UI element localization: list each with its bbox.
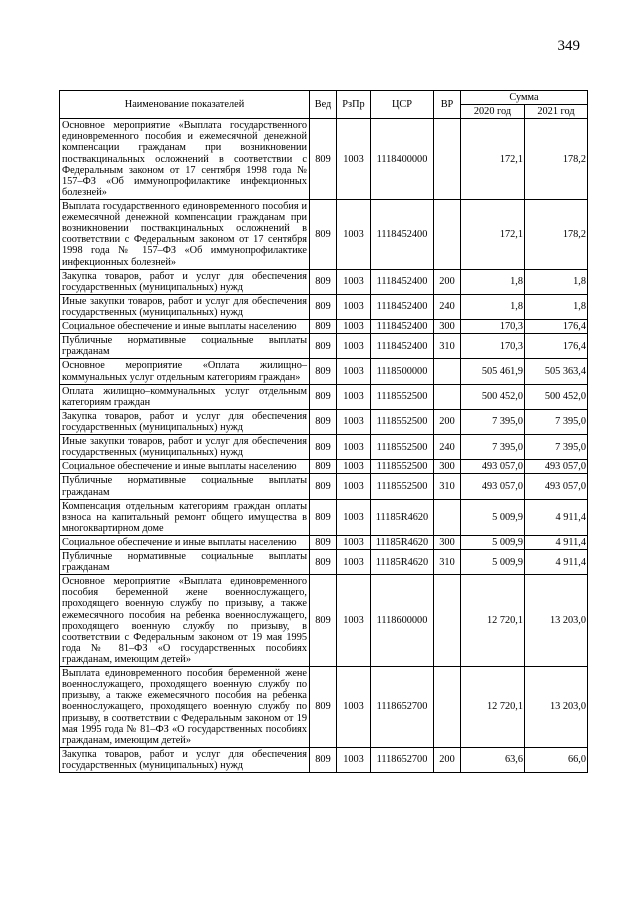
row-rzpr: 1003 xyxy=(337,334,371,359)
row-ved: 809 xyxy=(310,667,337,748)
row-sum-2020: 63,6 xyxy=(461,747,525,772)
row-rzpr: 1003 xyxy=(337,499,371,535)
row-sum-2020: 12 720,1 xyxy=(461,667,525,748)
row-csr: 1118500000 xyxy=(371,359,434,384)
row-sum-2021: 7 395,0 xyxy=(525,409,588,434)
row-name: Иные закупки товаров, работ и услуг для обеспечения государственных (муниципальных) нужд xyxy=(60,435,310,460)
page-number: 349 xyxy=(557,38,580,54)
row-rzpr: 1003 xyxy=(337,575,371,667)
table-row xyxy=(60,320,588,334)
row-vr: 240 xyxy=(434,435,461,460)
row-name: Закупка товаров, работ и услуг для обеспечения государственных (муниципальных) нужд xyxy=(60,747,310,772)
header-csr: ЦСР xyxy=(371,91,434,119)
row-vr: 200 xyxy=(434,409,461,434)
row-rzpr: 1003 xyxy=(337,294,371,319)
row-name: Оплата жилищно–коммунальных услуг отдельным категориям граждан xyxy=(60,384,310,409)
row-ved: 809 xyxy=(310,199,337,269)
row-csr: 1118552500 xyxy=(371,409,434,434)
row-ved: 809 xyxy=(310,575,337,667)
row-name: Публичные нормативные социальные выплаты гражданам xyxy=(60,474,310,499)
row-csr: 11185R4620 xyxy=(371,550,434,575)
row-csr: 1118552500 xyxy=(371,474,434,499)
row-vr xyxy=(434,575,461,667)
row-sum-2021: 66,0 xyxy=(525,747,588,772)
table-row xyxy=(60,747,588,772)
row-sum-2021: 505 363,4 xyxy=(525,359,588,384)
row-ved: 809 xyxy=(310,269,337,294)
row-sum-2020: 500 452,0 xyxy=(461,384,525,409)
table-row xyxy=(60,384,588,409)
table-row xyxy=(60,474,588,499)
row-ved: 809 xyxy=(310,334,337,359)
table-row xyxy=(60,119,588,200)
row-vr xyxy=(434,499,461,535)
table-row xyxy=(60,435,588,460)
row-csr: 1118552500 xyxy=(371,460,434,474)
table-row xyxy=(60,535,588,549)
row-vr xyxy=(434,199,461,269)
row-name: Основное мероприятие «Выплата единовременного пособия беременной жене военнослужащего, проходящего военную службу по призыву, а также ежемесячного пособия на ребенка военнослужащего, проходящего военную службу по призыву, в соответствии с Федеральным законом от 19 мая 1995 года № 81–ФЗ «О государственных пособиях гражданам, имеющим детей» xyxy=(60,575,310,667)
row-sum-2021: 178,2 xyxy=(525,119,588,200)
row-rzpr: 1003 xyxy=(337,409,371,434)
row-sum-2020: 12 720,1 xyxy=(461,575,525,667)
row-sum-2020: 493 057,0 xyxy=(461,460,525,474)
row-rzpr: 1003 xyxy=(337,359,371,384)
row-ved: 809 xyxy=(310,294,337,319)
row-sum-2021: 4 911,4 xyxy=(525,535,588,549)
row-ved: 809 xyxy=(310,747,337,772)
row-vr: 300 xyxy=(434,535,461,549)
row-csr: 11185R4620 xyxy=(371,499,434,535)
row-rzpr: 1003 xyxy=(337,474,371,499)
header-ved: Вед xyxy=(310,91,337,119)
row-rzpr: 1003 xyxy=(337,435,371,460)
row-sum-2021: 500 452,0 xyxy=(525,384,588,409)
row-rzpr: 1003 xyxy=(337,747,371,772)
header-sum: Сумма xyxy=(461,91,588,105)
row-sum-2021: 178,2 xyxy=(525,199,588,269)
row-vr xyxy=(434,359,461,384)
row-name: Социальное обеспечение и иные выплаты населению xyxy=(60,320,310,334)
row-name: Закупка товаров, работ и услуг для обеспечения государственных (муниципальных) нужд xyxy=(60,269,310,294)
header-name: Наименование показателей xyxy=(60,91,310,119)
row-ved: 809 xyxy=(310,119,337,200)
row-ved: 809 xyxy=(310,499,337,535)
table-row xyxy=(60,334,588,359)
row-csr: 1118600000 xyxy=(371,575,434,667)
row-csr: 1118552500 xyxy=(371,435,434,460)
row-sum-2021: 4 911,4 xyxy=(525,499,588,535)
row-name: Основное мероприятие «Выплата государственного единовременного пособия и ежемесячной денежной компенсации гражданам при возникновении поствакцинальных осложнений в соответствии с Федеральным законом от 17 сентября 1998 года № 157–ФЗ «Об иммунопрофилактике инфекционных болезней» xyxy=(60,119,310,200)
row-sum-2020: 170,3 xyxy=(461,320,525,334)
row-ved: 809 xyxy=(310,384,337,409)
row-name: Выплата единовременного пособия беременной жене военнослужащего, проходящего военную службу по призыву, а также ежемесячного пособия на ребенка военнослужащего, проходящего военную службу по призыву, в соответствии с Федеральным законом от 19 мая 1995 года № 81–ФЗ «О государственных пособиях гражданам, имеющим детей» xyxy=(60,667,310,748)
row-name: Закупка товаров, работ и услуг для обеспечения государственных (муниципальных) нужд xyxy=(60,409,310,434)
table-row xyxy=(60,199,588,269)
row-vr: 310 xyxy=(434,474,461,499)
row-name: Выплата государственного единовременного пособия и ежемесячной денежной компенсации гражданам при возникновении поствакцинальных осложнений в соответствии с Федеральным законом от 17 сентября 1998 года № 157–ФЗ «Об иммунопрофилактике инфекционных болезней» xyxy=(60,199,310,269)
table-row xyxy=(60,359,588,384)
table-row xyxy=(60,294,588,319)
row-ved: 809 xyxy=(310,460,337,474)
row-sum-2020: 172,1 xyxy=(461,199,525,269)
row-sum-2020: 5 009,9 xyxy=(461,550,525,575)
row-sum-2021: 13 203,0 xyxy=(525,575,588,667)
header-vr: ВР xyxy=(434,91,461,119)
row-name: Основное мероприятие «Оплата жилищно–коммунальных услуг отдельным категориям граждан» xyxy=(60,359,310,384)
row-ved: 809 xyxy=(310,474,337,499)
row-csr: 1118652700 xyxy=(371,667,434,748)
row-sum-2020: 505 461,9 xyxy=(461,359,525,384)
row-csr: 1118652700 xyxy=(371,747,434,772)
row-csr: 1118552500 xyxy=(371,384,434,409)
row-sum-2020: 1,8 xyxy=(461,269,525,294)
row-sum-2021: 493 057,0 xyxy=(525,460,588,474)
row-rzpr: 1003 xyxy=(337,199,371,269)
table-row xyxy=(60,550,588,575)
row-vr xyxy=(434,384,461,409)
row-rzpr: 1003 xyxy=(337,119,371,200)
table-row xyxy=(60,575,588,667)
table-header-row xyxy=(60,91,588,105)
table-row xyxy=(60,460,588,474)
row-vr: 300 xyxy=(434,320,461,334)
row-ved: 809 xyxy=(310,535,337,549)
row-vr: 310 xyxy=(434,550,461,575)
row-ved: 809 xyxy=(310,409,337,434)
row-rzpr: 1003 xyxy=(337,667,371,748)
table-body xyxy=(60,119,588,773)
row-sum-2021: 13 203,0 xyxy=(525,667,588,748)
row-sum-2021: 176,4 xyxy=(525,334,588,359)
row-rzpr: 1003 xyxy=(337,384,371,409)
header-year-2020: 2020 год xyxy=(461,105,525,119)
table-row xyxy=(60,269,588,294)
row-ved: 809 xyxy=(310,435,337,460)
row-csr: 1118452400 xyxy=(371,294,434,319)
row-name: Иные закупки товаров, работ и услуг для обеспечения государственных (муниципальных) нужд xyxy=(60,294,310,319)
budget-table xyxy=(59,90,588,773)
row-sum-2020: 7 395,0 xyxy=(461,435,525,460)
row-rzpr: 1003 xyxy=(337,320,371,334)
header-rzpr: РзПр xyxy=(337,91,371,119)
row-sum-2020: 5 009,9 xyxy=(461,499,525,535)
row-ved: 809 xyxy=(310,359,337,384)
row-sum-2020: 493 057,0 xyxy=(461,474,525,499)
row-csr: 1118452400 xyxy=(371,334,434,359)
row-sum-2020: 5 009,9 xyxy=(461,535,525,549)
row-rzpr: 1003 xyxy=(337,550,371,575)
table-row xyxy=(60,409,588,434)
row-sum-2020: 1,8 xyxy=(461,294,525,319)
row-sum-2021: 1,8 xyxy=(525,269,588,294)
row-csr: 1118452400 xyxy=(371,269,434,294)
row-sum-2020: 172,1 xyxy=(461,119,525,200)
row-csr: 1118400000 xyxy=(371,119,434,200)
row-name: Социальное обеспечение и иные выплаты населению xyxy=(60,535,310,549)
row-csr: 1118452400 xyxy=(371,320,434,334)
row-sum-2021: 493 057,0 xyxy=(525,474,588,499)
row-rzpr: 1003 xyxy=(337,460,371,474)
row-sum-2021: 1,8 xyxy=(525,294,588,319)
row-vr xyxy=(434,667,461,748)
row-vr: 200 xyxy=(434,747,461,772)
table-row xyxy=(60,667,588,748)
row-rzpr: 1003 xyxy=(337,535,371,549)
row-ved: 809 xyxy=(310,320,337,334)
row-name: Публичные нормативные социальные выплаты гражданам xyxy=(60,334,310,359)
row-name: Публичные нормативные социальные выплаты гражданам xyxy=(60,550,310,575)
row-sum-2021: 7 395,0 xyxy=(525,435,588,460)
row-csr: 11185R4620 xyxy=(371,535,434,549)
row-vr: 200 xyxy=(434,269,461,294)
row-csr: 1118452400 xyxy=(371,199,434,269)
table-row xyxy=(60,499,588,535)
row-rzpr: 1003 xyxy=(337,269,371,294)
row-vr: 310 xyxy=(434,334,461,359)
row-name: Социальное обеспечение и иные выплаты населению xyxy=(60,460,310,474)
row-ved: 809 xyxy=(310,550,337,575)
header-year-2021: 2021 год xyxy=(525,105,588,119)
row-vr: 300 xyxy=(434,460,461,474)
row-sum-2020: 170,3 xyxy=(461,334,525,359)
row-name: Компенсация отдельным категориям граждан оплаты взноса на капитальный ремонт общего имущества в многоквартирном доме xyxy=(60,499,310,535)
row-sum-2020: 7 395,0 xyxy=(461,409,525,434)
row-vr xyxy=(434,119,461,200)
row-sum-2021: 4 911,4 xyxy=(525,550,588,575)
row-sum-2021: 176,4 xyxy=(525,320,588,334)
row-vr: 240 xyxy=(434,294,461,319)
